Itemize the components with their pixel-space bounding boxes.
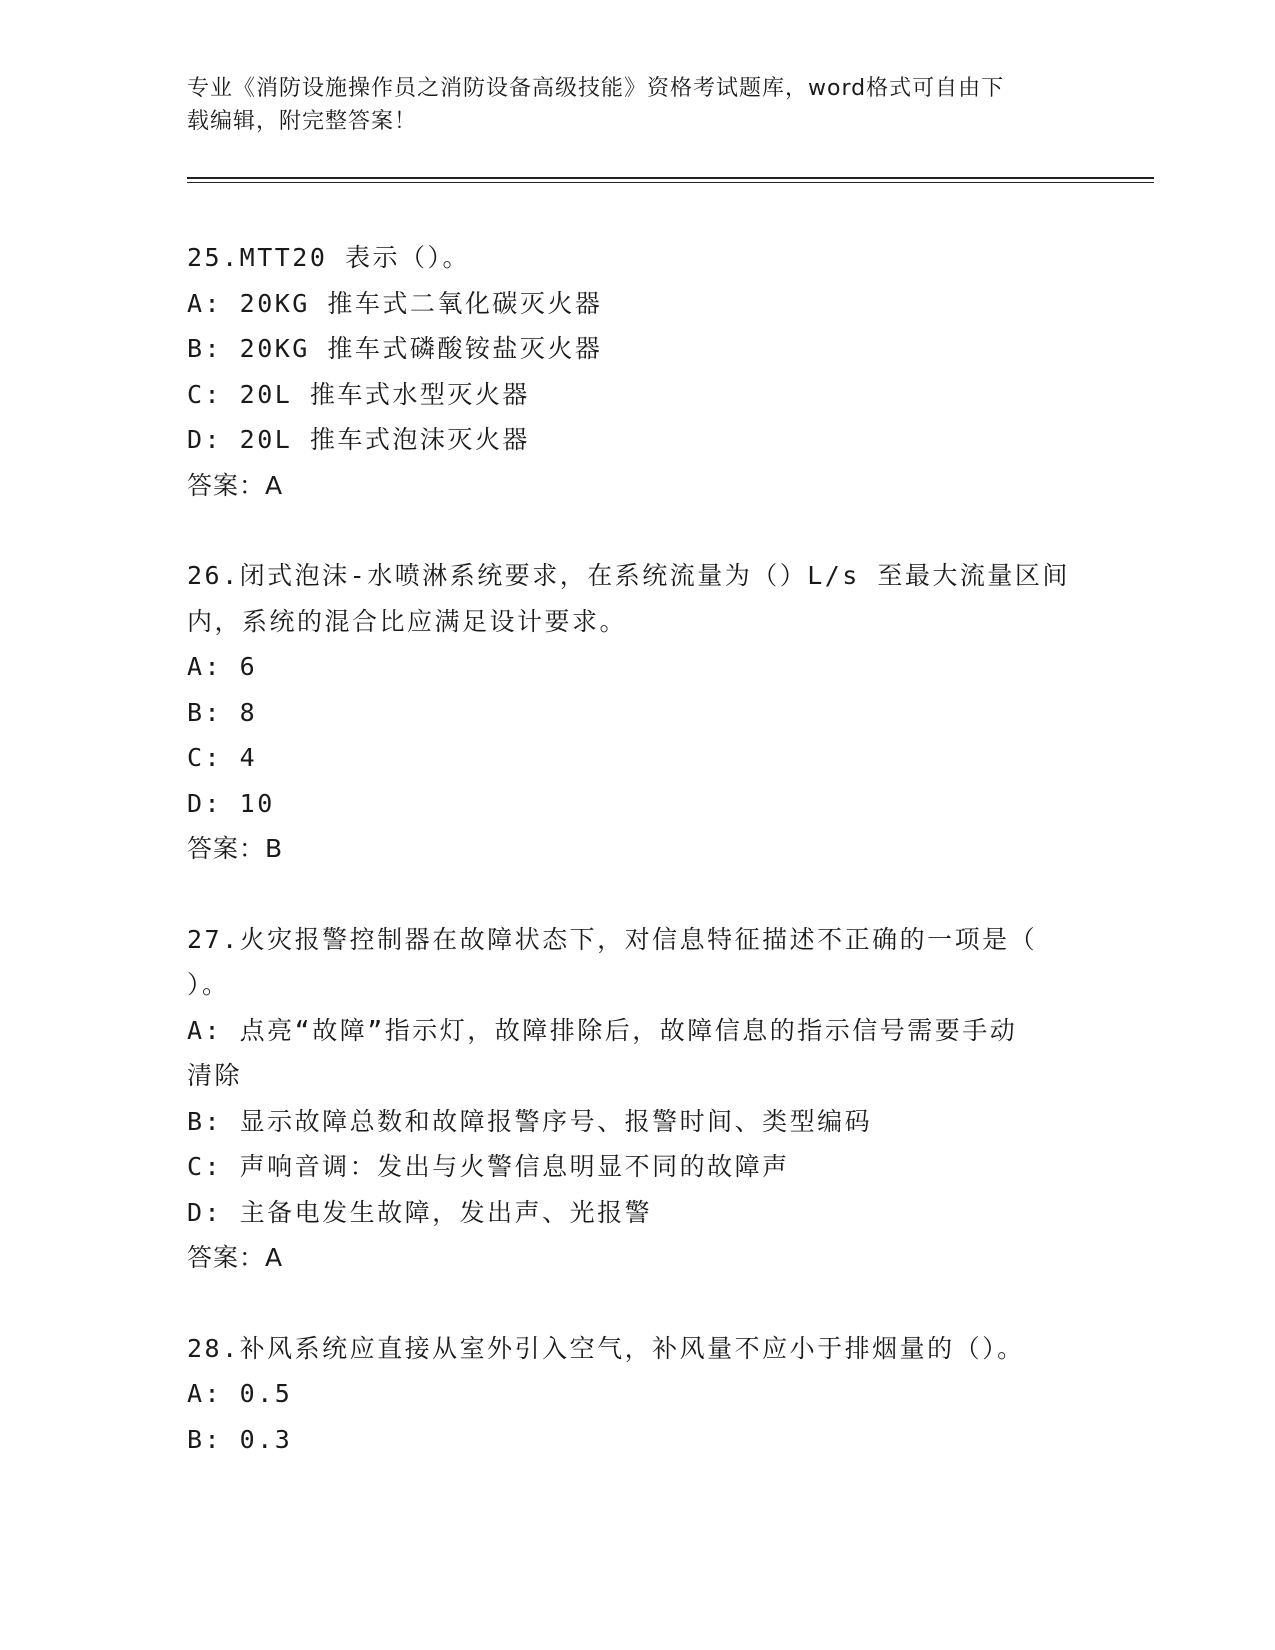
question-26 xyxy=(187,553,1087,872)
question-stem: 25.MTT20 表示（）。 xyxy=(187,243,470,272)
answer-label: 答案：A xyxy=(187,470,284,500)
question-stem-continued: 内，系统的混合比应满足设计要求。 xyxy=(187,606,628,636)
question-stem: 26.闭式泡沫-水喷淋系统要求，在系统流量为（）L/s 至最大流量区间 xyxy=(187,561,1070,590)
header-line-1: 专业《消防设施操作员之消防设备高级技能》资格考试题库，word格式可自由下 xyxy=(187,76,1005,101)
option-a: A: 20KG 推车式二氧化碳灭火器 xyxy=(187,288,603,318)
question-27 xyxy=(187,917,1087,1281)
question-list xyxy=(187,235,1087,1462)
question-stem: 28.补风系统应直接从室外引入空气，补风量不应小于排烟量的（）。 xyxy=(187,1333,1025,1363)
option-a: A: 0.5 xyxy=(187,1379,293,1408)
option-c: C: 20L 推车式水型灭火器 xyxy=(187,379,530,409)
header-divider-thick xyxy=(187,177,1154,179)
header-line-2: 载编辑，附完整答案！ xyxy=(187,109,418,134)
option-b: B: 20KG 推车式磷酸铵盐灭火器 xyxy=(187,334,603,363)
answer-label: 答案：B xyxy=(187,834,284,863)
answer-label: 答案：A xyxy=(187,1243,284,1272)
question-stem-continued: ）。 xyxy=(187,970,230,999)
question-25 xyxy=(187,235,1087,508)
question-28 xyxy=(187,1326,1087,1463)
option-d: D: 20L 推车式泡沫灭火器 xyxy=(187,425,530,454)
header-divider-thin xyxy=(187,182,1154,183)
option-b: B: 0.3 xyxy=(187,1424,293,1454)
option-d: D: 10 xyxy=(187,788,275,818)
option-a: A: 6 xyxy=(187,652,258,681)
option-c: C: 4 xyxy=(187,743,258,772)
option-a-continued: 清除 xyxy=(187,1061,243,1090)
document-header xyxy=(187,72,1087,138)
option-b: B: 8 xyxy=(187,697,258,727)
option-d: D: 主备电发生故障，发出声、光报警 xyxy=(187,1197,653,1227)
option-c: C: 声响音调：发出与火警信息明显不同的故障声 xyxy=(187,1152,790,1181)
option-b: B: 显示故障总数和故障报警序号、报警时间、类型编码 xyxy=(187,1106,873,1136)
question-stem: 27.火灾报警控制器在故障状态下，对信息特征描述不正确的一项是（ xyxy=(187,924,1038,954)
option-a: A: 点亮“故障”指示灯，故障排除后，故障信息的指示信号需要手动 xyxy=(187,1015,1018,1045)
